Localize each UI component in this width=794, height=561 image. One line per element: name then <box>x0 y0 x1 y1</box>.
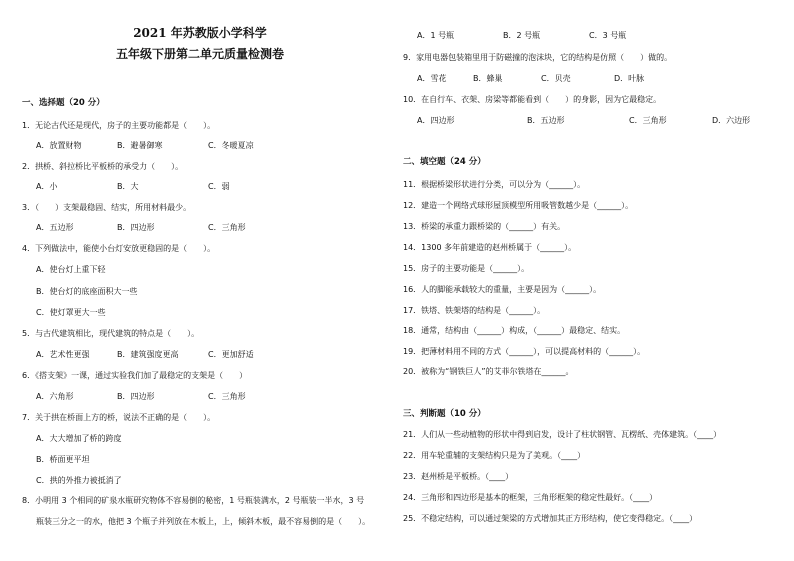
q10-option-d: D．六边形 <box>712 116 751 125</box>
question-20: 20．被称为“钢铁巨人”的艾菲尔铁塔在______。 <box>403 367 574 376</box>
q6-option-a: A．六角形 <box>36 392 74 401</box>
section-judge-heading: 三、判断题（10 分） <box>403 409 486 419</box>
question-1: 1．无论古代还是现代，房子的主要功能都是（ ）。 <box>22 121 216 130</box>
question-23: 23．赵州桥是平板桥。（____） <box>403 472 514 481</box>
q3-option-a: A．五边形 <box>36 223 74 232</box>
question-8-line-1: 8．小明用 3 个相同的矿泉水瓶研究物体不容易倒的秘密，1 号瓶装满水，2 号瓶装一半水，3 号 <box>22 496 365 505</box>
q2-option-a: A．小 <box>36 182 58 191</box>
q2-option-b: B．大 <box>117 182 139 191</box>
question-2: 2．拱桥、斜拉桥比平板桥的承受力（ ）。 <box>22 162 184 171</box>
section-choice-heading: 一、选择题（20 分） <box>22 98 105 108</box>
question-22: 22．用车轮重辅的支架结构只是为了美观。（____） <box>403 451 586 460</box>
question-5: 5．与古代建筑相比，现代建筑的特点是（ ）。 <box>22 329 200 338</box>
q7-option-a: A．大大增加了桥的跨度 <box>36 434 122 443</box>
question-4: 4．下列做法中，能使小台灯安放更稳固的是（ ）。 <box>22 244 216 253</box>
q5-option-a: A．艺术性更强 <box>36 350 90 359</box>
question-11: 11．根据桥梁形状进行分类，可以分为（______）。 <box>403 180 586 189</box>
q5-option-c: C．更加舒适 <box>208 350 254 359</box>
q9-option-c: C．贝壳 <box>541 74 571 83</box>
page-subtitle: 五年级下册第二单元质量检测卷 <box>115 47 284 61</box>
question-15: 15．房子的主要功能是（______）。 <box>403 264 530 273</box>
q9-option-b: B．蜂巢 <box>473 74 503 83</box>
q8-option-a: A．1 号瓶 <box>417 31 455 40</box>
q9-option-d: D．叶脉 <box>614 74 645 83</box>
question-3: 3．（ ）支架最稳固、结实，所用材料最少。 <box>22 203 192 212</box>
q10-option-b: B．五边形 <box>527 116 565 125</box>
q8-option-c: C．3 号瓶 <box>589 31 627 40</box>
q7-option-b: B．桥面更平坦 <box>36 455 90 464</box>
q1-option-a: A．放置财物 <box>36 141 82 150</box>
q2-option-c: C．弱 <box>208 182 230 191</box>
q6-option-b: B．四边形 <box>117 392 155 401</box>
question-10: 10．在自行车、衣架、房梁等都能看到（ ）的身影，因为它最稳定。 <box>403 95 662 104</box>
q3-option-b: B．四边形 <box>117 223 155 232</box>
question-9: 9．家用电器包装箱里用于防磁撞的泡沫块，它的结构是仿照（ ）做的。 <box>403 53 673 62</box>
q1-option-b: B．避暑御寒 <box>117 141 163 150</box>
question-8-line-2: 瓶装三分之一的水，他把 3 个瓶子并列放在木板上，上，倾斜木板，最不容易倒的是（ ）。 <box>36 517 371 526</box>
page-title: 2021 年苏教版小学科学 <box>133 26 267 40</box>
question-14: 14．1300 多年前建造的赵州桥属于（______）。 <box>403 243 577 252</box>
question-16: 16．人的脚能承载较大的重量，主要是因为（______）。 <box>403 285 602 294</box>
q6-option-c: C．三角形 <box>208 392 246 401</box>
q9-option-a: A．雪花 <box>417 74 447 83</box>
section-fill-heading: 二、填空题（24 分） <box>403 157 486 167</box>
question-17: 17．铁塔、铁架塔的结构是（______）。 <box>403 306 546 315</box>
question-13: 13．桥梁的承重力跟桥梁的（______）有关。 <box>403 222 566 231</box>
question-18: 18．通常，结构由（______）构成，（______）最稳定、结实。 <box>403 326 626 335</box>
question-6: 6．《搭支架》一课，通过实验我们加了最稳定的支架是（ ） <box>22 371 248 380</box>
q7-option-c: C．拱的外推力被抵消了 <box>36 476 122 485</box>
q8-option-b: B．2 号瓶 <box>503 31 541 40</box>
question-19: 19．把薄材料用不同的方式（______），可以提高材料的（______）。 <box>403 347 646 356</box>
q4-option-a: A．使台灯上重下轻 <box>36 265 106 274</box>
question-25: 25．不稳定结构，可以通过架梁的方式增加其正方形结构，使它变得稳定。（____） <box>403 514 698 523</box>
q4-option-c: C．使灯罩更大一些 <box>36 308 106 317</box>
q1-option-c: C．冬暖夏凉 <box>208 141 254 150</box>
question-21: 21．人们从一些动植物的形状中得到启发，设计了柱状钢管、瓦楞纸、壳体建筑。（____） <box>403 430 722 439</box>
q5-option-b: B．建筑强度更高 <box>117 350 179 359</box>
question-12: 12．建造一个网络式球形屋顶模型所用吸管数越少是（______）。 <box>403 201 634 210</box>
q10-option-c: C．三角形 <box>629 116 667 125</box>
question-7: 7．关于拱在桥面上方的桥，说法不正确的是（ ）。 <box>22 413 216 422</box>
q4-option-b: B．使台灯的底座面积大一些 <box>36 287 138 296</box>
question-24: 24．三角形和四边形是基本的框架，三角形框架的稳定性最好。（____） <box>403 493 658 502</box>
q10-option-a: A．四边形 <box>417 116 455 125</box>
q3-option-c: C．三角形 <box>208 223 246 232</box>
